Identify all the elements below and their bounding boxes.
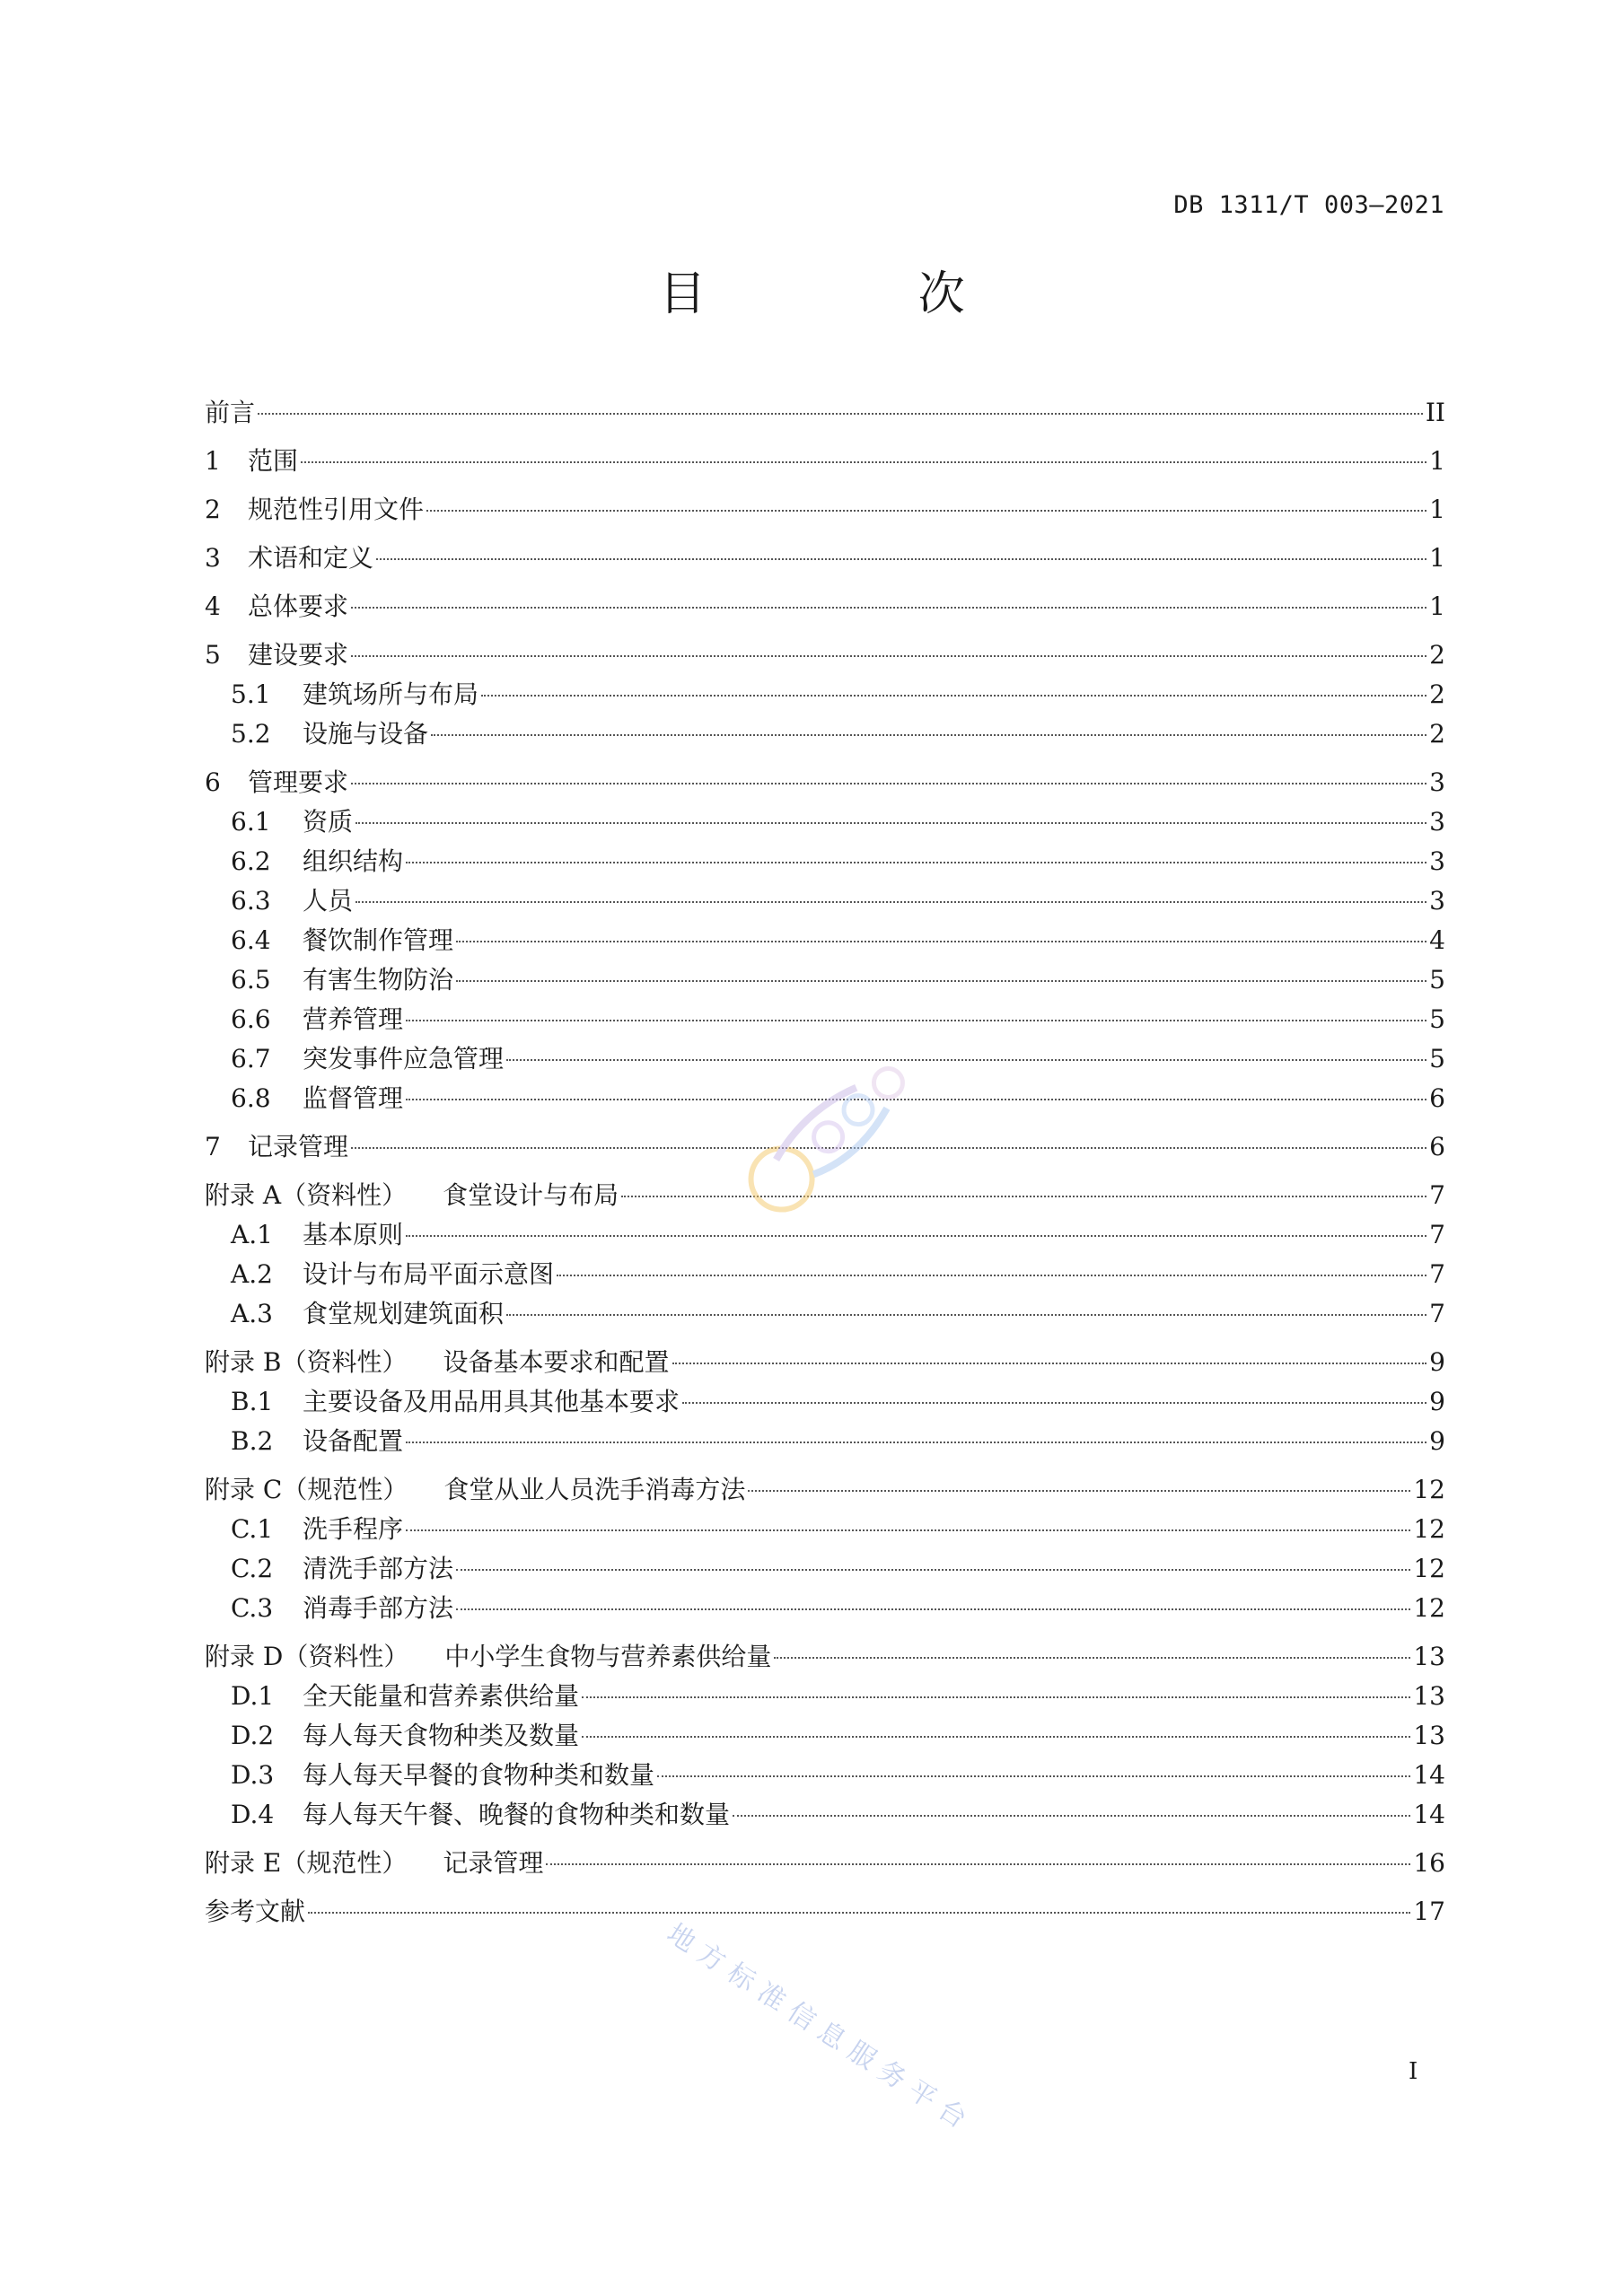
toc-entry-title: 食堂设计与布局 bbox=[443, 1180, 619, 1210]
toc-dot-leader bbox=[546, 1863, 1410, 1865]
toc-dot-leader bbox=[657, 1775, 1410, 1777]
toc-entry-title: 消毒手部方法 bbox=[303, 1593, 454, 1623]
toc-entry-page: 4 bbox=[1429, 925, 1445, 955]
toc-entry-page: 2 bbox=[1429, 719, 1445, 749]
toc-entry[interactable] bbox=[205, 492, 1445, 528]
toc-entry-title: 记录管理 bbox=[443, 1848, 544, 1878]
toc-dot-leader bbox=[748, 1490, 1410, 1492]
toc-entry-number: C.3 bbox=[231, 1593, 274, 1623]
toc-entry-title: 建筑场所与布局 bbox=[303, 679, 479, 709]
toc-entry-page: 13 bbox=[1413, 1721, 1445, 1750]
toc-entry-number: B.2 bbox=[231, 1426, 274, 1456]
toc-entry-number: 5.1 bbox=[231, 679, 271, 709]
toc-entry[interactable] bbox=[205, 1639, 1445, 1675]
toc-entry[interactable] bbox=[205, 540, 1445, 576]
toc-dot-leader bbox=[406, 1442, 1426, 1443]
toc-dot-leader bbox=[308, 1912, 1410, 1914]
toc-dot-leader bbox=[506, 1314, 1426, 1316]
toc-entry-page: 13 bbox=[1413, 1681, 1445, 1711]
toc-entry-page: 7 bbox=[1429, 1259, 1445, 1289]
toc-entry-page: 17 bbox=[1413, 1897, 1445, 1926]
toc-dot-leader bbox=[456, 980, 1426, 982]
toc-entry-number: B.1 bbox=[231, 1387, 274, 1416]
toc-entry[interactable] bbox=[205, 1424, 1445, 1459]
toc-entry-page: 1 bbox=[1429, 592, 1445, 621]
toc-entry-title: 建设要求 bbox=[248, 640, 349, 670]
toc-entry-page: 3 bbox=[1429, 886, 1445, 916]
toc-dot-leader bbox=[682, 1402, 1426, 1404]
toc-entry-title: 人员 bbox=[303, 886, 354, 916]
toc-dot-leader bbox=[582, 1736, 1410, 1738]
toc-entry-title: 监督管理 bbox=[303, 1083, 404, 1113]
toc-entry-number: 7 bbox=[205, 1132, 221, 1161]
toc-entry-title: 每人每天早餐的食物种类和数量 bbox=[303, 1760, 655, 1790]
toc-entry-title: 每人每天食物种类及数量 bbox=[303, 1721, 580, 1750]
toc-dot-leader bbox=[456, 941, 1426, 942]
toc-dot-leader bbox=[376, 558, 1426, 560]
toc-entry-number: D.2 bbox=[231, 1721, 275, 1750]
toc-entry[interactable] bbox=[205, 923, 1445, 959]
toc-entry-title: 突发事件应急管理 bbox=[303, 1044, 505, 1074]
toc-entry-number: 3 bbox=[205, 543, 221, 573]
toc-entry[interactable] bbox=[205, 1551, 1445, 1587]
toc-entry-title: 总体要求 bbox=[248, 592, 349, 621]
toc-entry-page: 16 bbox=[1413, 1848, 1445, 1878]
toc-entry-title: 洗手程序 bbox=[303, 1514, 404, 1544]
toc-entry-number: 2 bbox=[205, 495, 221, 524]
toc-entry-title: 参考文献 bbox=[205, 1897, 306, 1926]
toc-entry-number: 附录 E（规范性） bbox=[205, 1848, 408, 1878]
toc-entry[interactable] bbox=[205, 844, 1445, 880]
toc-entry-number: 6.6 bbox=[231, 1004, 271, 1034]
toc-entry-number: 6.3 bbox=[231, 886, 271, 916]
toc-entry-title: 主要设备及用品用具其他基本要求 bbox=[303, 1387, 680, 1416]
toc-entry-title: 规范性引用文件 bbox=[248, 495, 425, 524]
toc-dot-leader bbox=[456, 1569, 1410, 1571]
toc-entry-number: A.1 bbox=[231, 1220, 273, 1249]
toc-entry[interactable] bbox=[205, 1797, 1445, 1833]
toc-dot-leader bbox=[733, 1815, 1410, 1817]
toc-entry-number: D.4 bbox=[231, 1800, 275, 1829]
toc-entry-page: 5 bbox=[1429, 965, 1445, 995]
toc-entry[interactable] bbox=[205, 443, 1445, 479]
toc-dot-leader bbox=[406, 862, 1426, 863]
toc-dot-leader bbox=[506, 1059, 1426, 1061]
toc-entry-title: 基本原则 bbox=[303, 1220, 404, 1249]
toc-entry[interactable] bbox=[205, 589, 1445, 625]
toc-dot-leader bbox=[351, 607, 1426, 609]
toc-entry-page: 14 bbox=[1413, 1760, 1445, 1790]
toc-entry-number: 4 bbox=[205, 592, 221, 621]
toc-entry-page: 12 bbox=[1413, 1514, 1445, 1544]
watermark-logo bbox=[709, 1005, 961, 1257]
toc-entry-title: 范围 bbox=[248, 446, 299, 476]
toc-entry-title: 术语和定义 bbox=[248, 543, 374, 573]
toc-entry-number: 附录 D（资料性） bbox=[205, 1642, 409, 1671]
toc-entry[interactable] bbox=[205, 1757, 1445, 1793]
toc-dot-leader bbox=[351, 783, 1426, 784]
toc-entry-page: 9 bbox=[1429, 1387, 1445, 1416]
toc-entry-title: 每人每天午餐、晚餐的食物种类和数量 bbox=[303, 1800, 731, 1829]
toc-entry-title: 资质 bbox=[303, 807, 354, 837]
document-code: DB 1311/T 003—2021 bbox=[1173, 191, 1444, 219]
toc-entry[interactable] bbox=[205, 1296, 1445, 1332]
toc-entry-page: 1 bbox=[1429, 495, 1445, 524]
toc-entry-number: D.1 bbox=[231, 1681, 275, 1711]
toc-entry-title: 有害生物防治 bbox=[303, 965, 454, 995]
toc-entry-title: 清洗手部方法 bbox=[303, 1554, 454, 1583]
toc-dot-leader bbox=[774, 1657, 1410, 1659]
toc-entry-page: 12 bbox=[1413, 1554, 1445, 1583]
toc-entry-number: 6 bbox=[205, 767, 221, 797]
toc-dot-leader bbox=[672, 1363, 1427, 1364]
toc-entry-page: 9 bbox=[1429, 1426, 1445, 1456]
toc-entry-page: 13 bbox=[1413, 1642, 1445, 1671]
toc-entry-page: 3 bbox=[1429, 807, 1445, 837]
toc-entry[interactable] bbox=[205, 1894, 1445, 1930]
toc-dot-leader bbox=[431, 734, 1426, 736]
toc-entry[interactable] bbox=[205, 883, 1445, 919]
toc-entry-number: A.3 bbox=[231, 1299, 273, 1328]
toc-entry[interactable] bbox=[205, 1384, 1445, 1420]
toc-entry[interactable] bbox=[205, 1678, 1445, 1714]
toc-entry-page: 12 bbox=[1413, 1475, 1445, 1504]
toc-entry-page: 7 bbox=[1429, 1180, 1445, 1210]
toc-entry-number: 6.5 bbox=[231, 965, 271, 995]
toc-entry-number: A.2 bbox=[231, 1259, 273, 1289]
toc-entry-title: 中小学生食物与营养素供给量 bbox=[444, 1642, 772, 1671]
toc-dot-leader bbox=[356, 822, 1426, 824]
toc-entry-title: 餐饮制作管理 bbox=[303, 925, 454, 955]
toc-entry-number: 附录 B（资料性） bbox=[205, 1347, 408, 1377]
toc-entry-page: 7 bbox=[1429, 1299, 1445, 1328]
toc-entry-page: 2 bbox=[1429, 640, 1445, 670]
toc-entry-page: 3 bbox=[1429, 846, 1445, 876]
toc-entry-number: 6.4 bbox=[231, 925, 271, 955]
toc-entry-title: 记录管理 bbox=[248, 1132, 349, 1161]
toc-dot-leader bbox=[356, 901, 1426, 903]
toc-entry-title: 前言 bbox=[205, 398, 256, 427]
toc-entry-page: 7 bbox=[1429, 1220, 1445, 1249]
toc-entry-number: 5 bbox=[205, 640, 221, 670]
toc-entry-number: 6.2 bbox=[231, 846, 271, 876]
toc-entry-number: 1 bbox=[205, 446, 221, 476]
toc-entry[interactable] bbox=[205, 1591, 1445, 1626]
toc-entry[interactable] bbox=[205, 962, 1445, 998]
toc-entry-number: 5.2 bbox=[231, 719, 271, 749]
toc-entry-title: 营养管理 bbox=[303, 1004, 404, 1034]
toc-entry-number: 6.8 bbox=[231, 1083, 271, 1113]
toc-entry-title: 设备配置 bbox=[303, 1426, 404, 1456]
toc-entry-title: 设计与布局平面示意图 bbox=[303, 1259, 555, 1289]
toc-entry-page: 6 bbox=[1429, 1132, 1445, 1161]
toc-entry-number: 6.1 bbox=[231, 807, 271, 837]
toc-entry-page: 2 bbox=[1429, 679, 1445, 709]
toc-entry[interactable] bbox=[205, 765, 1445, 801]
toc-entry[interactable] bbox=[205, 1845, 1445, 1881]
toc-entry-title: 设备基本要求和配置 bbox=[443, 1347, 670, 1377]
toc-entry[interactable] bbox=[205, 1472, 1445, 1508]
toc-entry[interactable] bbox=[205, 804, 1445, 840]
toc-entry[interactable] bbox=[205, 1345, 1445, 1380]
toc-entry-number: 附录 C（规范性） bbox=[205, 1475, 408, 1504]
toc-entry-title: 管理要求 bbox=[248, 767, 349, 797]
toc-entry[interactable] bbox=[205, 637, 1445, 673]
toc-dot-leader bbox=[406, 1529, 1410, 1531]
toc-entry-number: D.3 bbox=[231, 1760, 275, 1790]
toc-entry-page: II bbox=[1425, 398, 1445, 427]
toc-entry-page: 1 bbox=[1429, 446, 1445, 476]
toc-entry-page: 6 bbox=[1429, 1083, 1445, 1113]
toc-entry-number: 6.7 bbox=[231, 1044, 271, 1074]
toc-entry-page: 5 bbox=[1429, 1044, 1445, 1074]
toc-entry-page: 5 bbox=[1429, 1004, 1445, 1034]
toc-entry-title: 食堂规划建筑面积 bbox=[303, 1299, 505, 1328]
toc-dot-leader bbox=[258, 413, 1423, 415]
toc-entry[interactable] bbox=[205, 677, 1445, 713]
page-title: 目 次 bbox=[659, 267, 1064, 321]
toc-entry-title: 食堂从业人员洗手消毒方法 bbox=[443, 1475, 746, 1504]
toc-entry-page: 1 bbox=[1429, 543, 1445, 573]
toc-entry-page: 12 bbox=[1413, 1593, 1445, 1623]
toc-entry-title: 全天能量和营养素供给量 bbox=[303, 1681, 580, 1711]
toc-dot-leader bbox=[582, 1696, 1410, 1698]
toc-entry-number: 附录 A（资料性） bbox=[205, 1180, 408, 1210]
toc-entry[interactable] bbox=[205, 395, 1445, 431]
toc-entry[interactable] bbox=[205, 1718, 1445, 1754]
toc-entry-number: C.1 bbox=[231, 1514, 274, 1544]
toc-entry-number: C.2 bbox=[231, 1554, 274, 1583]
toc-entry[interactable] bbox=[205, 716, 1445, 752]
toc-entry[interactable] bbox=[205, 1257, 1445, 1293]
toc-entry[interactable] bbox=[205, 1512, 1445, 1547]
toc-entry-title: 组织结构 bbox=[303, 846, 404, 876]
toc-dot-leader bbox=[351, 655, 1426, 657]
toc-entry-page: 3 bbox=[1429, 767, 1445, 797]
toc-entry-page: 9 bbox=[1429, 1347, 1445, 1377]
toc-dot-leader bbox=[557, 1275, 1426, 1276]
toc-dot-leader bbox=[426, 510, 1426, 512]
toc-dot-leader bbox=[456, 1608, 1410, 1610]
toc-dot-leader bbox=[481, 695, 1426, 697]
page-number: I bbox=[1409, 2058, 1418, 2085]
watermark-text: 地方标准信息服务平台 bbox=[661, 1917, 980, 2140]
toc-entry-title: 设施与设备 bbox=[303, 719, 429, 749]
toc-entry-page: 14 bbox=[1413, 1800, 1445, 1829]
toc-dot-leader bbox=[301, 461, 1426, 463]
